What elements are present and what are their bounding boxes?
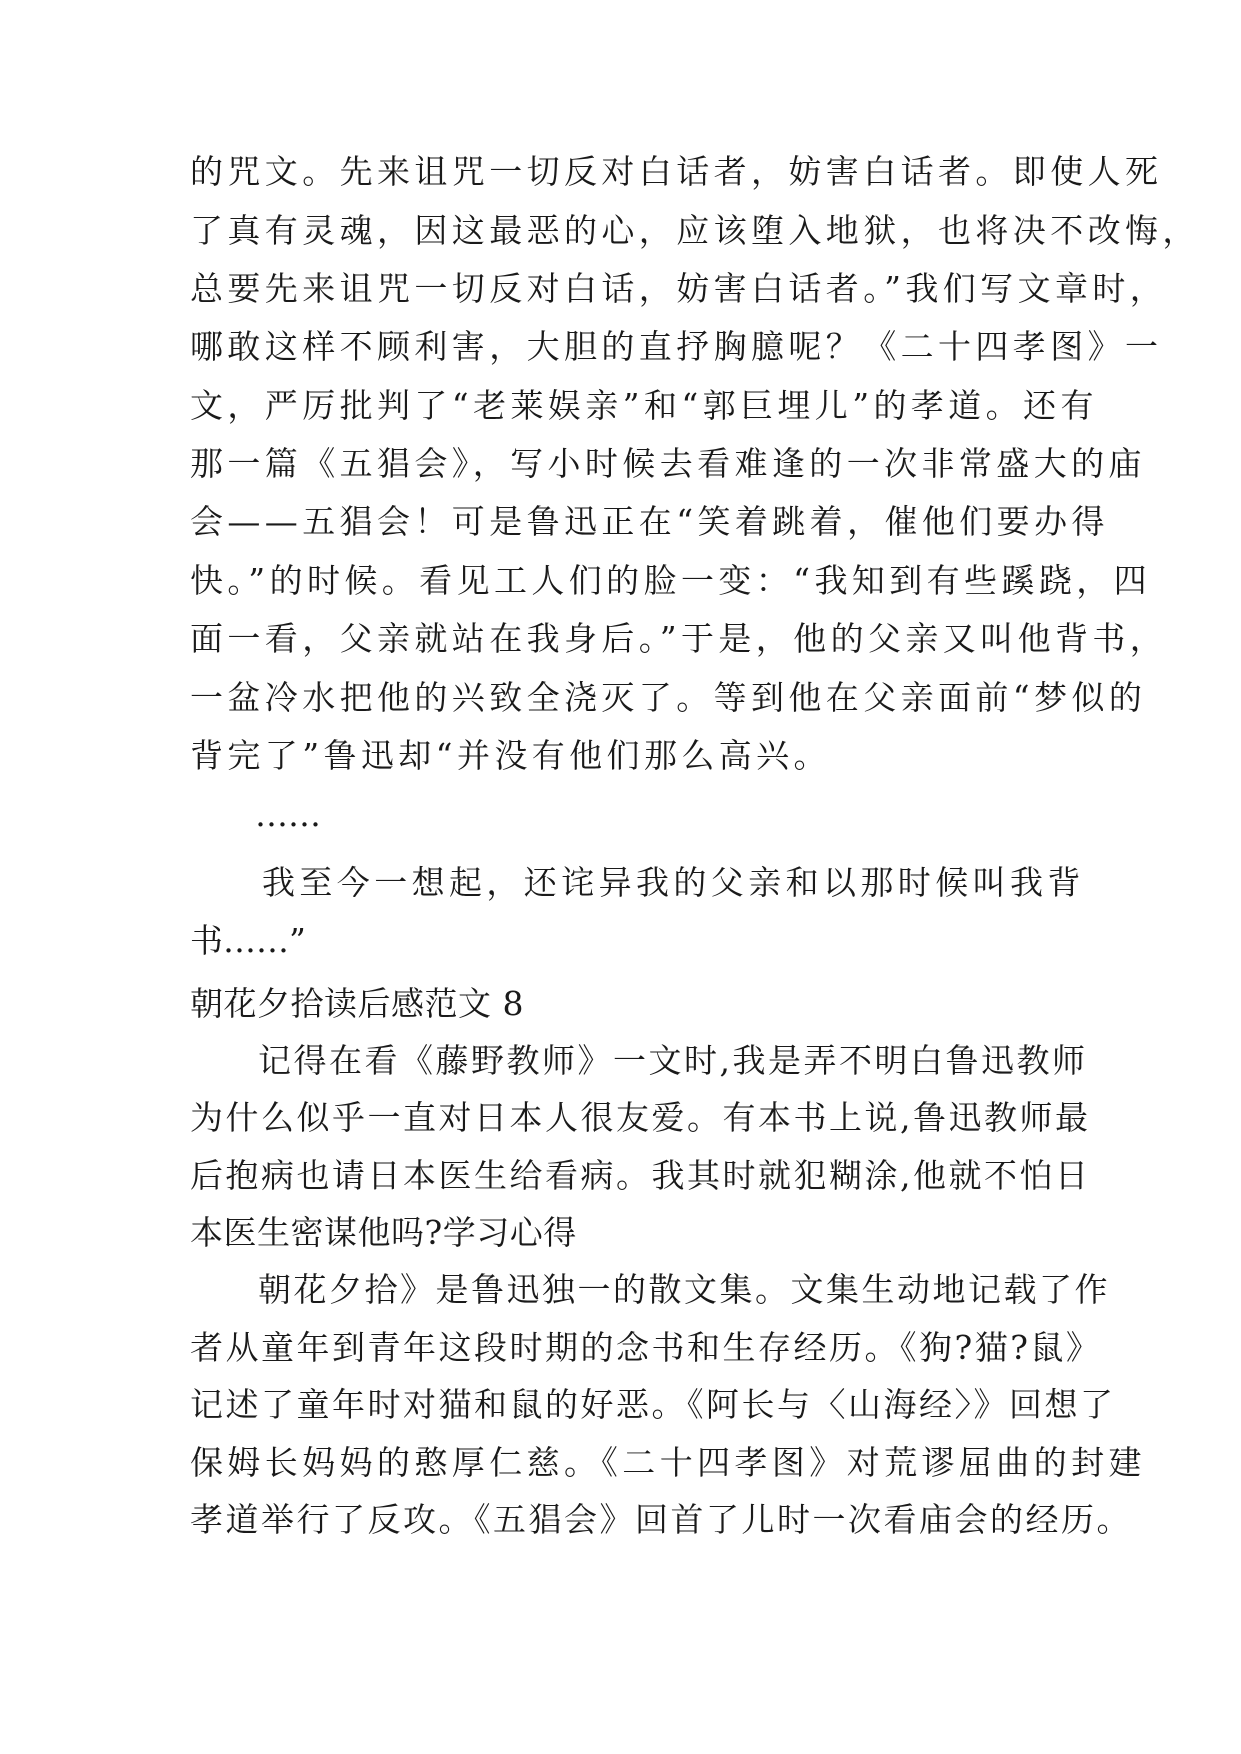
text-line: 朝花夕拾》是鲁迅独一的散文集。文集生动地记载了作 [258,1270,1110,1309]
section-title: 朝花夕拾读后感范文 8 [190,984,524,1023]
ellipsis-line: …… [255,795,321,834]
text-line: 文，严厉批判了“老莱娱亲”和“郭巨埋儿”的孝道。还有 [190,386,1098,425]
text-line: 的咒文。先来诅咒一切反对白话者，妨害白话者。即使人死 [190,152,1163,191]
text-line: 记述了童年时对猫和鼠的好恶。《阿长与〈山海经〉》回想了 [190,1385,1116,1424]
text-line: 总要先来诅咒一切反对白话，妨害白话者。”我们写文章时， [190,269,1168,308]
text-line: 为什么似乎一直对日本人很友爱。有本书上说,鲁迅教师最 [190,1098,1091,1137]
text-line: 后抱病也请日本医生给看病。我其时就犯糊涂,他就不怕日 [190,1156,1091,1195]
text-line: 快。”的时候。看见工人们的脸一变：“我知到有些蹊跷，四 [190,561,1152,600]
text-line: 者从童年到青年这段时期的念书和生存经历。《狗?猫?鼠》 [190,1328,1102,1367]
text-line: 书……” [190,921,306,960]
text-line: 本医生密谋他吗?学习心得 [190,1213,577,1252]
text-line: 保姆长妈妈的憨厚仁慈。《二十四孝图》对荒谬屈曲的封建 [190,1443,1146,1482]
text-line: 背完了”鲁迅却“并没有他们那么高兴。 [190,736,831,775]
text-line: 会——五猖会！可是鲁迅正在“笑着跳着，催他们要办得 [190,502,1109,541]
text-line: 一盆冷水把他的兴致全浇灭了。等到他在父亲面前“梦似的 [190,678,1147,717]
text-line: 了真有灵魂，因这最恶的心，应该堕入地狱，也将决不改悔， [190,211,1200,250]
text-line: 孝道举行了反攻。《五猖会》回首了儿时一次看庙会的经历。 [190,1500,1132,1539]
text-line: 面一看，父亲就站在我身后。”于是，他的父亲又叫他背书， [190,619,1168,658]
text-line: 哪敢这样不顾利害，大胆的直抒胸臆呢？《二十四孝图》一 [190,327,1163,366]
text-line: 我至今一想起，还诧异我的父亲和以那时候叫我背 [262,863,1085,902]
text-line: 记得在看《藤野教师》一文时,我是弄不明白鲁迅教师 [258,1041,1088,1080]
text-line: 那一篇《五猖会》，写小时候去看难逢的一次非常盛大的庙 [190,444,1146,483]
